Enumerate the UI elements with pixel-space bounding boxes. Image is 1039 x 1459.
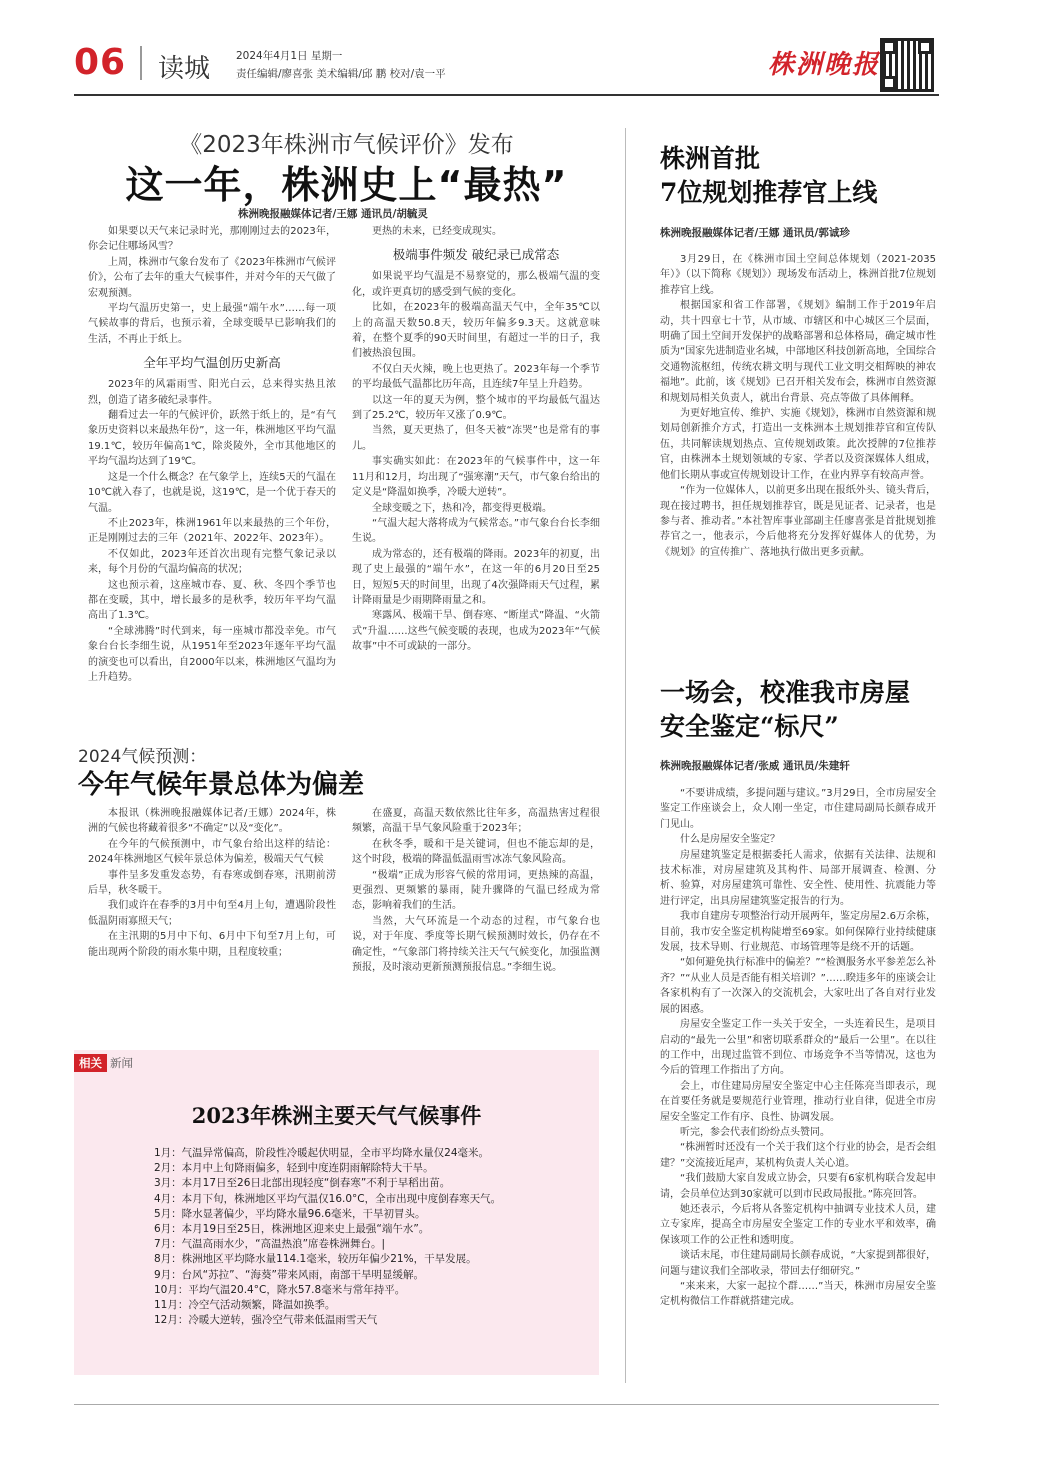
paragraph: 听完，参会代表们纷纷点头赞同。 bbox=[680, 1126, 830, 1138]
qr-code-icon bbox=[880, 38, 934, 92]
related-tag bbox=[74, 1055, 133, 1071]
paragraph: 以这一年的夏天为例，整个城市的平均最低气温达到了25.2℃，较历年又涨了0.9℃。 bbox=[352, 394, 600, 422]
paragraph: 如果说平均气温是不易察觉的，那么极端气温的变化，或许更真切的感受到气候的变化。 bbox=[352, 271, 600, 298]
header-divider bbox=[140, 46, 142, 80]
list-item: 7月：气温高雨水少，“高温热浪”席卷株洲舞台。| bbox=[154, 1238, 386, 1251]
right-article-1-title-line-2: 7位规划推荐官上线 bbox=[660, 178, 878, 207]
forecast-kicker: 2024气候预测： bbox=[78, 747, 207, 767]
right-article-2-byline: 株洲晚报融媒体记者/张威 通讯员/朱建轩 bbox=[660, 760, 850, 772]
list-item: 10月：平均气温20.4°C，降水57.8毫米与常年持平。 bbox=[154, 1283, 406, 1296]
tag-related: 相关 bbox=[74, 1054, 107, 1072]
right-article-1-byline: 株洲晚报融媒体记者/王娜 通讯员/郭诚珍 bbox=[660, 227, 850, 239]
right-article-2-body bbox=[660, 786, 936, 1310]
list-item: 2月：本月中上旬降雨偏多，轻到中度连阴雨解除特大干旱。 bbox=[154, 1162, 434, 1175]
paragraph: 房屋安全鉴定工作一头关于安全，一头连着民生，是项目启动的“最先一公里”和密切联系群众的“最后一公里”。在以往的工作中，出现过监管不到位、市场竞争不当等情况，这也为今后的管理工作指出了方向。 bbox=[660, 1019, 936, 1077]
paragraph: 什么是房屋安全鉴定？ bbox=[680, 834, 780, 846]
paragraph: 根据国家和省工作部署，《规划》编制工作于2019年启动，共十四章七十节，从市域、市辖区和中心城区三个层面，明确了国土空间开发保护的战略部署和总体格局，确定城市性质为“国家先进制造业名城，中部地区科技创新高地，全国综合交通物流枢纽，传统农耕文明与现代工业文明交相辉映的神农福地”。此前，该《规划》已召开相关发布会，株洲市自然资源和规划局相关负责人，就出台背景、亮点等做了具体阐释。 bbox=[660, 300, 936, 404]
article-column-2 bbox=[352, 224, 600, 655]
subheading: 全年平均气温创历史新高 bbox=[143, 355, 281, 371]
paragraph: “如何避免执行标准中的偏差？”“检测服务水平参差怎么补齐？”“从业人员是否能有相关培训？”……睽违多年的座谈会让各家机构有了一次深入的交流机会，大家吐出了各自对行业发展的困惑。 bbox=[660, 957, 936, 1015]
tag-news: 新闻 bbox=[110, 1056, 133, 1070]
paragraph: “全球沸腾”时代到来，每一座城市都没幸免。市气象台台长李细生说，从1951年至2023年逐年平均气温的演变也可以看出，自2000年以来，株洲地区气温均为上升趋势。 bbox=[88, 625, 336, 683]
paragraph: 这也预示着，这座城市春、夏、秋、冬四个季节也都在变暖，其中，增长最多的是秋季，较历年平均气温高出了1.3℃。 bbox=[88, 579, 336, 622]
header-rule bbox=[74, 94, 939, 96]
forecast-column-2 bbox=[352, 806, 600, 975]
paragraph: 为更好地宣传、维护、实施《规划》，株洲市自然资源和规划局创新推介方式，打造出一支株洲本土规划推荐官和宣传队伍，共同解读规划热点、宣传规划政策。此次授牌的7位推荐官，由株洲本土规划领域的专家、学者以及资深媒体人组成，他们长期从事或宣传规划设计工作，在业内界享有较高声誉。 bbox=[660, 408, 936, 481]
forecast-column-1 bbox=[88, 806, 336, 960]
paragraph: 事实确实如此：在2023年的气候事件中，这一年11月和12月，均出现了“强寒潮”天气，市气象台给出的定义是“降温如换季，冷暖大逆转”。 bbox=[352, 456, 600, 499]
paragraph: “来来来，大家一起拉个群……”当天，株洲市房屋安全鉴定机构微信工作群就搭建完成。 bbox=[660, 1281, 936, 1308]
paragraph: 翻看过去一年的气候评价，跃然于纸上的，是“有气象历史资料以来最热年份”，这一年，株洲地区平均气温19.1℃，较历年偏高1℃，除炎陵外，全市其他地区的平均气温均达到了19℃。 bbox=[88, 410, 336, 468]
paragraph: 不止2023年，株洲1961年以来最热的三个年份，正是刚刚过去的三年（2021年、2022年、2023年）。 bbox=[88, 517, 336, 545]
article-kicker: 《2023年株洲市气候评价》发布 bbox=[179, 132, 514, 158]
paragraph: 上周，株洲市气象台发布了《2023年株洲市气候评价》，公布了去年的重大气候事件，并对今年的天气做了宏观预测。 bbox=[88, 256, 336, 299]
list-item: 6月：本月19日至25日，株洲地区迎来史上最强“端午水”。 bbox=[154, 1223, 430, 1236]
paragraph: “极端”正成为形容气候的常用词，更热辣的高温，更强烈、更频繁的暴雨，陡升骤降的气温已经成为常态，影响着我们的生活。 bbox=[352, 869, 600, 912]
paragraph: 2023年的风霜雨雪、阳光白云，总来得实热且浓烈，创造了诸多破纪录事件。 bbox=[88, 379, 336, 406]
paragraph: “我们鼓励大家自发成立协会，只要有6家机构联合发起申请，会员单位达到30家就可以到市民政局报批。”陈亮回答。 bbox=[660, 1173, 936, 1200]
right-article-2-title-line-2: 安全鉴定“标尺” bbox=[660, 712, 839, 741]
article-title: 这一年，株洲史上“最热” bbox=[125, 163, 568, 207]
forecast-title: 今年气候年景总体为偏差 bbox=[78, 770, 365, 800]
paragraph: 当然，夏天更热了，但冬天被“冻哭”也是常有的事儿。 bbox=[352, 425, 600, 452]
right-article-1-body bbox=[660, 252, 936, 560]
article-byline: 株洲晚报融媒体记者/王娜 通讯员/胡毓灵 bbox=[238, 208, 428, 220]
editor-credits: 责任编辑/廖喜张 美术编辑/邱 鹏 校对/袁一平 bbox=[236, 68, 446, 80]
paragraph: 3月29日，在《株洲市国土空间总体规划（2021-2035年）》（以下简称《规划》）现场发布活动上，株洲首批7位规划推荐官上线。 bbox=[660, 254, 936, 296]
paragraph: 房屋建筑鉴定是根据委托人需求，依据有关法律、法规和技术标准，对房屋建筑及其构件、局部开展调查、检测、分析、验算，对房屋建筑可靠性、安全性、使用性、抗震能力等进行评定，出具房屋建筑鉴定报告的行为。 bbox=[660, 849, 936, 907]
right-article-1-title-line-1: 株洲首批 bbox=[660, 144, 761, 173]
newspaper-logo: 株洲晚报 bbox=[768, 50, 881, 80]
page-number: 06 bbox=[74, 42, 127, 83]
list-item: 8月：株洲地区平均降水量114.1毫米，较历年偏少21%，干旱发展。 bbox=[154, 1253, 477, 1266]
paragraph: 在今年的气候预测中，市气象台给出这样的结论：2024年株洲地区气候年景总体为偏差，极端天气气候 bbox=[88, 838, 336, 866]
paragraph: 不仅如此，2023年还首次出现有完整气象记录以来，每个月份的气温均偏高的状况； bbox=[88, 548, 336, 576]
paragraph: 当然，大气环流是一个动态的过程，市气象台也说，对于年度、季度等长期气候预测时效长，仍存在不确定性，“气象部门将持续关注天气气候变化，加强监测预报，及时滚动更新预测预报信息。”李细生说。 bbox=[352, 915, 600, 974]
list-item: 3月：本月17日至26日北部出现轻度“倒春寒”不利于早稻出苗。 bbox=[154, 1177, 451, 1190]
paragraph: 我们或许在春季的3月中旬至4月上旬，遭遇阶段性低温阴雨寡照天气； bbox=[88, 900, 336, 927]
paragraph: 平均气温历史第一，史上最强“端午水”……每一项气候故事的背后，也预示着，全球变暖早已影响我们的生活，不再止于纸上。 bbox=[88, 303, 336, 345]
column-divider bbox=[625, 128, 626, 1383]
list-item: 4月：本月下旬，株洲地区平均气温仅16.0°C，全市出现中度倒春寒天气。 bbox=[154, 1192, 502, 1205]
list-item: 9月：台风“苏拉”、“海葵”带来风雨，南部干旱明显缓解。 bbox=[154, 1268, 424, 1281]
paragraph: 成为常态的，还有极端的降雨。2023年的初夏，出现了史上最强的“端午水”，在这一年的6月20日至25日，短短5天的时间里，出现了4次强降雨天气过程，累计降雨量是少雨期降雨量之和。 bbox=[352, 548, 600, 606]
paragraph: 如果要以天气来记录时光，那刚刚过去的2023年，你会记住哪场风雪？ bbox=[88, 226, 336, 253]
section-name: 读城 bbox=[158, 54, 211, 84]
paragraph: 在秋冬季，暖和干是关键词，但也不能忘却的是，这个时段，极端的降温低温雨雪冰冻气象风险高。 bbox=[352, 838, 600, 866]
paragraph: 在盛夏，高温天数依然比往年多，高温热害过程很频繁，高温干旱气象风险重于2023年； bbox=[352, 808, 600, 835]
list-item: 1月：气温异常偏高，阶段性冷暖起伏明显，全市平均降水量仅24毫米。 bbox=[154, 1147, 490, 1159]
paragraph: “株洲暂时还没有一个关于我们这个行业的协会，是否会组建？”交流接近尾声，某机构负责人关心道。 bbox=[660, 1142, 936, 1169]
subheading: 极端事件频发 破纪录已成常态 bbox=[392, 247, 560, 263]
paragraph: “作为一位媒体人，以前更多出现在报纸外头、镜头背后，现在接过聘书，担任规划推荐官，既是见证者、记录者，也是参与者、推动者。”本社智库事业部副主任廖喜张是首批规划推荐官之一，他表示，今后他将充分发挥好媒体人的优势，为《规划》的宣传推广、落地执行做出更多贡献。 bbox=[660, 485, 936, 558]
paragraph: 本报讯（株洲晚报融媒体记者/王娜）2024年，株洲的气候也将藏着很多“不确定”以及“变化”。 bbox=[88, 808, 336, 835]
paragraph: 在主汛期的5月中下旬、6月中下旬至7月上旬，可能出现两个阶段的雨水集中期，且程度较重； bbox=[88, 931, 336, 958]
paragraph: 事件呈多发重发态势，有春寒或倒春寒，汛期前涝后旱，秋冬暖干。 bbox=[88, 869, 336, 897]
events-list bbox=[154, 1146, 574, 1328]
right-article-2-title-line-1: 一场会，校准我市房屋 bbox=[660, 678, 911, 707]
list-item: 5月：降水显著偏少，平均降水量96.6毫米，干旱初冒头。 bbox=[154, 1207, 426, 1220]
related-title: 2023年株洲主要天气气候事件 bbox=[191, 1103, 482, 1128]
paragraph: 这是一个什么概念？在气象学上，连续5天的气温在10℃就入春了，也就是说，这19℃，是一个优于春天的气温。 bbox=[88, 471, 336, 514]
paragraph: “气温大起大落将成为气候常态。”市气象台台长李细生说。 bbox=[352, 517, 600, 545]
paragraph: 全球变暖之下，热和冷，都变得更极端。 bbox=[372, 502, 552, 514]
issue-date: 2024年4月1日 星期一 bbox=[236, 50, 343, 62]
footer-rule bbox=[74, 1404, 939, 1405]
list-item: 11月：冷空气活动频繁，降温如换季。 bbox=[154, 1299, 336, 1312]
paragraph: 她还表示，今后将从各鉴定机构中抽调专业技术人员，建立专家库，提高全市房屋安全鉴定工作的专业水平和效率，确保该项工作的公正性和透明度。 bbox=[660, 1203, 936, 1246]
paragraph: 会上，市住建局房屋安全鉴定中心主任陈亮当即表示，现在首要任务就是要规范行业管理，推动行业自律，促进全市房屋安全鉴定工作有序、良性、协调发展。 bbox=[660, 1080, 936, 1123]
paragraph: 不仅白天火辣，晚上也更热了。2023年每一个季节的平均最低气温都比历年高，且连续7年呈上升趋势。 bbox=[352, 363, 600, 391]
paragraph: “不要讲成绩，多提问题与建议。”3月29日，全市房屋安全鉴定工作座谈会上，众人刚一坐定，市住建局副局长颜春成开门见山。 bbox=[660, 788, 936, 830]
list-item: 12月：冷暖大逆转，强冷空气带来低温雨雪天气 bbox=[154, 1314, 378, 1327]
paragraph: 寒露风、极端干旱、倒春寒、“断崖式”降温、“火箭式”升温……这些气候变暖的表现，也成为2023年“气候故事”中不可或缺的一部分。 bbox=[352, 610, 600, 653]
article-column-1 bbox=[88, 224, 336, 685]
paragraph: 谈话末尾，市住建局副局长颜春成说，“大家提到都很好，问题与建议我们全部收录，带回去仔细研究。” bbox=[660, 1250, 936, 1277]
paragraph: 比如，在2023年的极端高温天气中，全年35℃以上的高温天数50.8天，较历年偏多9.3天。这就意味着，在整个夏季的90天时间里，有超过一半的日子，我们被热浪包围。 bbox=[352, 302, 600, 360]
paragraph: 我市自建房专项整治行动开展两年，鉴定房屋2.6万余栋，目前，我市安全鉴定机构陡增至69家。如何保障行业持续健康发展，技术导则、行业规范、市场管理等是绕不开的话题。 bbox=[660, 911, 936, 954]
paragraph: 更热的未来，已经变成现实。 bbox=[372, 226, 502, 237]
